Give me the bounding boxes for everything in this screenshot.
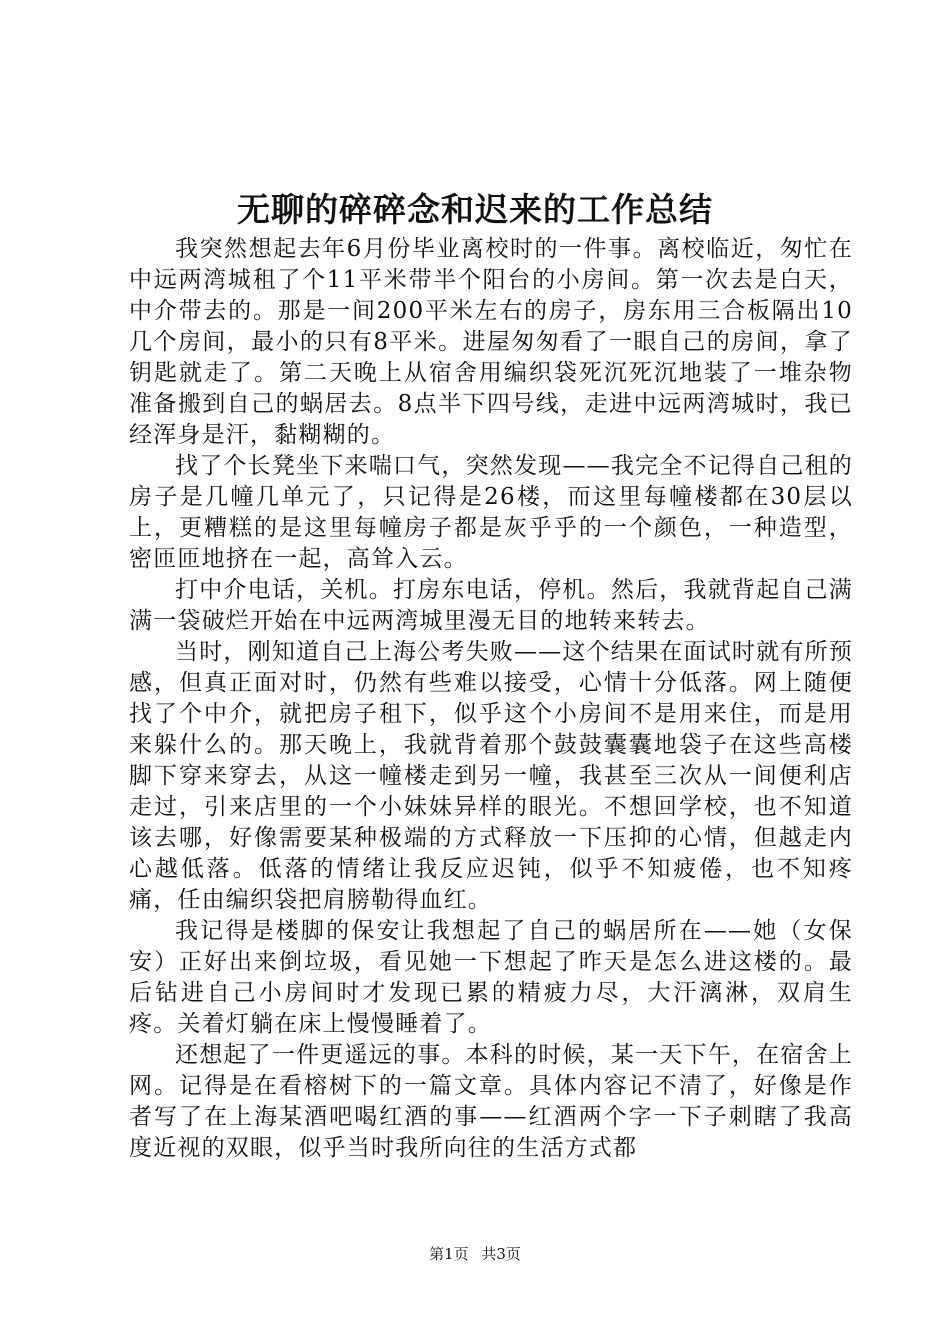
paragraph-1: 我突然想起去年6月份毕业离校时的一件事。离校临近，匆忙在中远两湾城租了个11平米带半个阳台的小房间。第一次去是白天，中介带去的。那是一间200平米左右的房子，房东用三合板隔出10几个房间，最小的只有8平米。进屋匆匆看了一眼自己的房间，拿了钥匙就走了。第二天晚上从宿舍用编织袋死沉死沉地装了一堆杂物准备搬到自己的蜗居去。8点半下四号线，走进中远两湾城时，我已经浑身是汗，黏糊糊的。: [129, 236, 853, 448]
paragraph-6: 还想起了一件更遥远的事。本科的时候，某一天下午，在宿舍上网。记得是在看榕树下的一篇文章。具体内容记不清了，好像是作者写了在上海某酒吧喝红酒的事——红酒两个字一下子刺瞎了我高度近视的双眼，似乎当时我所向往的生活方式都: [129, 1042, 853, 1161]
document-body: [129, 234, 853, 1164]
page-number: 第1页: [429, 1245, 469, 1263]
paragraph-4: 当时，刚知道自己上海公考失败——这个结果在面试时就有所预感，但真正面对时，仍然有些难以接受，心情十分低落。网上随便找了个中介，就把房子租下，似乎这个小房间不是用来住，而是用来躲什么的。那天晚上，我就背着那个鼓鼓囊囊地袋子在这些高楼脚下穿来穿去，从这一幢楼走到另一幢，我甚至三次从一间便利店走过，引来店里的一个小妹妹异样的眼光。不想回学校，也不知道该去哪，好像需要某种极端的方式释放一下压抑的心情，但越走内心越低落。低落的情绪让我反应迟钝，似乎不知疲倦，也不知疼痛，任由编织袋把肩膀勒得血红。: [129, 639, 853, 913]
page-footer: [0, 1244, 950, 1264]
page-total: 共3页: [481, 1245, 521, 1263]
paragraph-2: 找了个长凳坐下来喘口气，突然发现——我完全不记得自己租的房子是几幢几单元了，只记得是26楼，而这里每幢楼都在30层以上，更糟糕的是这里每幢房子都是灰乎乎的一个颜色，一种造型，密匝匝地挤在一起，高耸入云。: [129, 453, 853, 572]
paragraph-5: 我记得是楼脚的保安让我想起了自己的蜗居所在——她（女保安）正好出来倒垃圾，看见她一下想起了昨天是怎么进这楼的。最后钻进自己小房间时才发现已累的精疲力尽，大汗漓淋，双肩生疼。关着灯躺在床上慢慢睡着了。: [129, 918, 853, 1037]
document-title: 无聊的碎碎念和迟来的工作总结: [237, 190, 713, 229]
paragraph-3: 打中介电话，关机。打房东电话，停机。然后，我就背起自己满满一袋破烂开始在中远两湾城里漫无目的地转来转去。: [129, 577, 853, 634]
